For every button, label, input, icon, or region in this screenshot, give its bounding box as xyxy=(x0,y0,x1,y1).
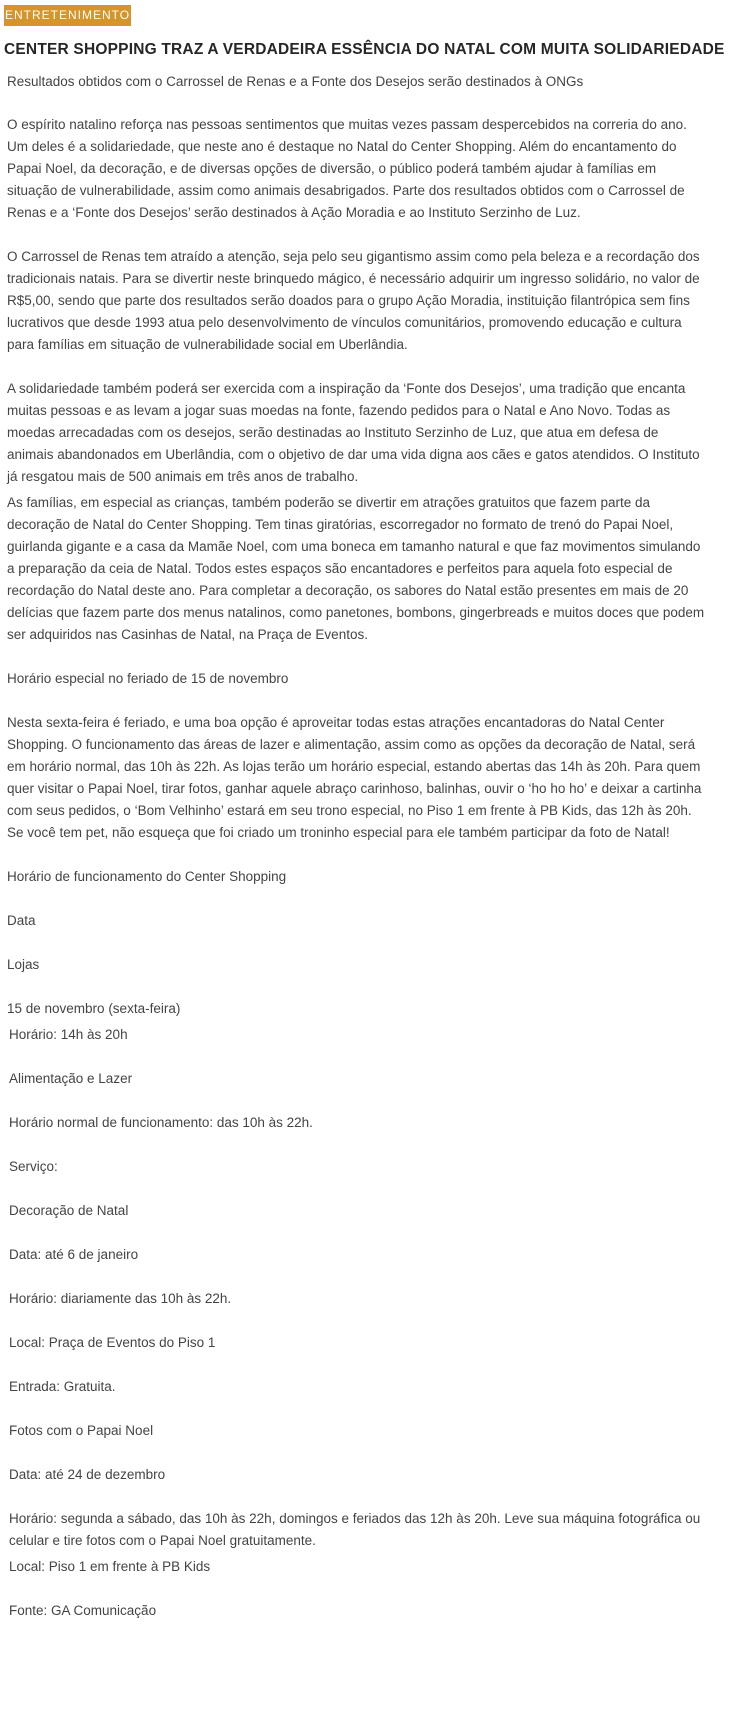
horario-normal: Horário normal de funcionamento: das 10h às 22h. xyxy=(9,1115,313,1130)
paragraph-feriado: Nesta sexta-feira é feriado, e uma boa opção é aproveitar todas estas atrações encantadoras do Natal Center Shopping. O funcionamento das áreas de lazer e alimentação, assim como as opções da decoração de Natal, será em horário normal, das 10h às 22h. As lojas terão um horário especial, estando abertas das 14h às 20h. Para quem quer visitar o Papai Noel, tirar fotos, ganhar aquele abraço carinhoso, balinhas, ouvir o ‘ho ho ho’ e deixar a cartinha com seus pedidos, o ‘Bom Velhinho’ estará em seu trono especial, no Piso 1 em frente à PB Kids, das 12h às 20h. Se você tem pet, não esqueça que foi criado um troninho especial para ele também participar da foto de Natal! xyxy=(7,715,702,840)
servico-label: Serviço: xyxy=(9,1159,58,1174)
article-subtitle: Resultados obtidos com o Carrossel de Renas e a Fonte dos Desejos serão destinados à ONGs xyxy=(7,74,584,89)
fotos-data: Data: até 24 de dezembro xyxy=(9,1467,166,1482)
decoracao-local: Local: Praça de Eventos do Piso 1 xyxy=(9,1335,216,1350)
fonte-credit: Fonte: GA Comunicação xyxy=(9,1603,157,1618)
article-title: CENTER SHOPPING TRAZ A VERDADEIRA ESSÊNCIA DO NATAL COM MUITA SOLIDARIEDADE xyxy=(4,41,725,58)
table-header-lojas: Lojas xyxy=(7,957,40,972)
paragraph-intro: O espírito natalino reforça nas pessoas sentimentos que muitas vezes passam despercebidos na correria do ano. Um deles é a solidariedade, que neste ano é destaque no Natal do Center Shopping. Além do encantamento do Papai Noel, da decoração, e de diversas opções de diversão, o público poderá também ajudar à famílias em situação de vulnerabilidade, assim como animais desabrigados. Parte dos resultados obtidos com o Carrossel de Renas e a ‘Fonte dos Desejos’ serão destinados à Ação Moradia e ao Instituto Serzinho de Luz. xyxy=(7,117,687,220)
decoracao-horario: Horário: diariamente das 10h às 22h. xyxy=(9,1291,232,1306)
paragraph-fonte-desejos: A solidariedade também poderá ser exercida com a inspiração da ‘Fonte dos Desejos’, uma tradição que encanta muitas pessoas e as levam a jogar suas moedas na fonte, fazendo pedidos para o Natal e Ano Novo. Todas as moedas arrecadadas com os desejos, serão destinadas ao Instituto Serzinho de Luz, que atua em defesa de animais abandonados em Uberlândia, com o objetivo de dar uma vida digna aos cães e gatos atendidos. O Instituto já resgatou mais de 500 animais em três anos de trabalho. xyxy=(7,381,700,484)
article-body xyxy=(7,114,707,1622)
date-15-novembro: 15 de novembro (sexta-feira) xyxy=(7,1001,181,1016)
paragraph-carrossel: O Carrossel de Renas tem atraído a atenção, seja pelo seu gigantismo assim como pela beleza e a recordação dos tradicionais natais. Para se divertir neste brinquedo mágico, é necessário adquirir um ingresso solidário, no valor de R$5,00, sendo que parte dos resultados serão doados para o grupo Ação Moradia, instituição filantrópica sem fins lucrativos que desde 1993 atua pelo desenvolvimento de vínculos comunitários, promovendo educação e cultura para famílias em situação de vulnerabilidade social em Uberlândia. xyxy=(7,249,700,352)
lojas-horario: Horário: 14h às 20h xyxy=(9,1027,128,1042)
fotos-papai-noel-label: Fotos com o Papai Noel xyxy=(9,1423,154,1438)
decoracao-entrada: Entrada: Gratuita. xyxy=(9,1379,116,1394)
alimentacao-lazer-label: Alimentação e Lazer xyxy=(9,1071,133,1086)
section-heading-horario: Horário de funcionamento do Center Shopping xyxy=(7,869,287,884)
paragraph-atracoes: As famílias, em especial as crianças, também poderão se divertir em atrações gratuitos que fazem parte da decoração de Natal do Center Shopping. Tem tinas giratórias, escorregador no formato de trenó do Papai Noel, guirlanda gigante e a casa da Mamãe Noel, com uma boneca em tamanho natural e que faz movimentos simulando a preparação da ceia de Natal. Todos estes espaços são encantadores e perfeitos para aquela foto especial de recordação do Natal deste ano. Para completar a decoração, os sabores do Natal estão presentes em mais de 20 delícias que fazem parte dos menus natalinos, como panetones, bombons, gingerbreads e muitos doces que podem ser adquiridos nas Casinhas de Natal, na Praça de Eventos. xyxy=(7,495,705,642)
table-header-data: Data xyxy=(7,913,36,928)
fotos-local: Local: Piso 1 em frente à PB Kids xyxy=(9,1559,211,1574)
section-heading-feriado: Horário especial no feriado de 15 de novembro xyxy=(7,671,289,686)
category-tag[interactable]: ENTRETENIMENTO xyxy=(4,5,131,26)
decoracao-natal-label: Decoração de Natal xyxy=(9,1203,129,1218)
fotos-horario: Horário: segunda a sábado, das 10h às 22h, domingos e feriados das 12h às 20h. Leve sua máquina fotográfica ou celular e tire fotos com o Papai Noel gratuitamente. xyxy=(9,1511,701,1548)
decoracao-data: Data: até 6 de janeiro xyxy=(9,1247,139,1262)
